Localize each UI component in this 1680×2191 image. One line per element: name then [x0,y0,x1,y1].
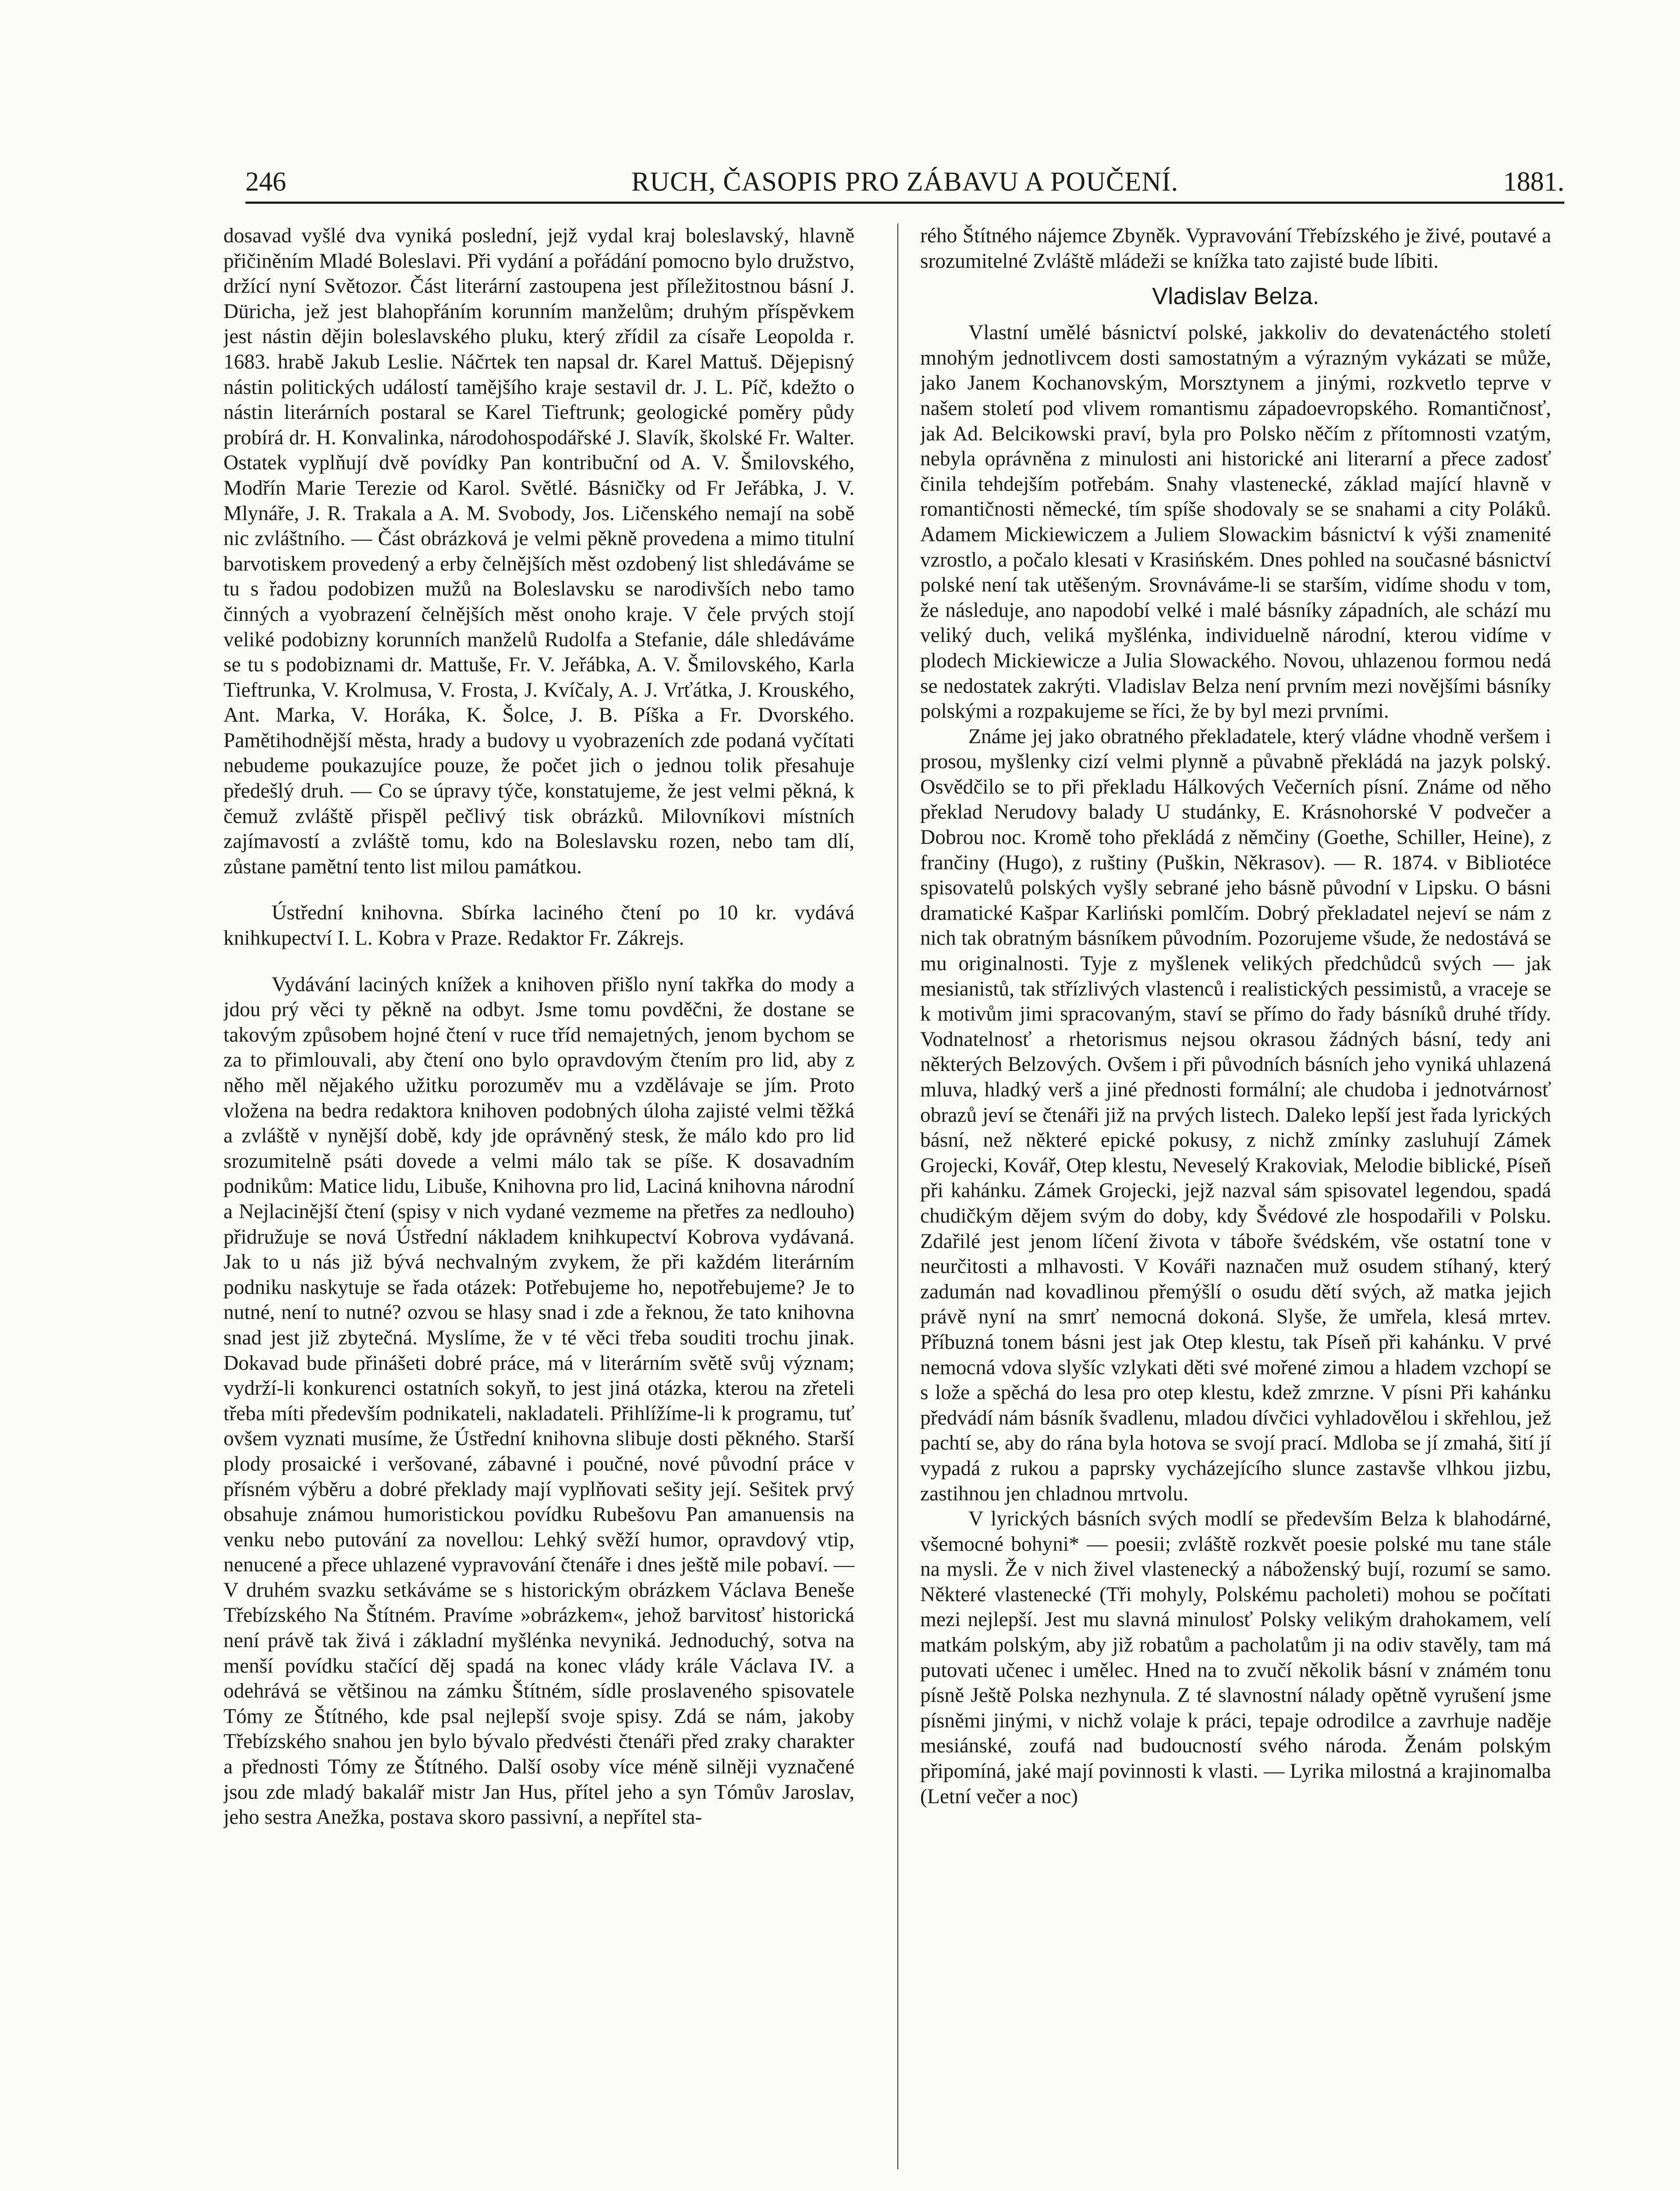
column-divider [897,223,898,2169]
left-paragraph-1: dosavad vyšlé dva vyniká poslední, jejž vydal kraj boleslavský, hlavně přičiněním Mladé Boleslavi. Při vydání a pořádání pomocno bylo družstvo, držící nyní Světozor. Část literární zastoupena jest příležitostnou básní J. Düricha, jež jest blahopřáním korunním manželům; druhým příspěvkem jest nástin dějin boleslavského pluku, který zřídil za císaře Leopolda r. 1683. hrabě Jakub Leslie. Náčrtek ten napsal dr. Karel Mattuš. Dějepisný nástin politických událostí tamějšího kraje sestavil dr. J. L. Píč, kdežto o nástin literárních postaral se Karel Tieftrunk; geologické poměry půdy probírá dr. H. Konvalinka, národohospodářské J. Slavík, školské Fr. Walter. Ostatek vyplňují dvě povídky Pan kontribuční od A. V. Šmilovského, Modřín Marie Terezie od Karol. Světlé. Básničky od Fr Jeřábka, J. V. Mlynáře, J. R. Trakala a A. M. Svobody, Jos. Ličenského nemají na sobě nic zvláštního. — Část obrázková je velmi pěkně provedena a mimo titulní barvotiskem provedený a erby čelnějších měst ozdobený list shledáváme se tu s řadou podobizen mužů na Boleslavsku se narodivších nebo tamo činných a vyobrazení čelnějších měst onoho kraje. V čele prvých stojí veliké podobizny korunních manželů Rudolfa a Stefanie, dále shledáváme se tu s podobiznami dr. Mattuše, Fr. V. Jeřábka, A. V. Šmilovského, Karla Tieftrunka, V. Krolmusa, V. Frosta, J. Kvíčaly, A. J. Vrťátka, J. Krouského, Ant. Marka, V. Horáka, K. Šolce, J. B. Píška a Fr. Dvorského. Pamětihodnější města, hrady a budovy u vyobrazeních zde podaná vyčítati nebudeme poukazujíce pouze, že počet jich o jednou tolik přesahuje předešlý druh. — Co se úpravy týče, konstatujeme, že jest velmi pěkná, k čemuž zvláště přispěl pečlivý tisk obrázků. Milovníkovi místních zajímavostí a zvláště tomu, kdo na Boleslavsku rozen, nebo tam dlí, zůstane pamětní tento list milou památkou. [223,224,854,878]
header-rule [245,202,1564,204]
paragraph-gap [223,879,854,901]
paragraph-gap [223,951,854,972]
section-title: Vladislav Belza. [1152,283,1319,310]
left-paragraph-3: Vydávání laciných knížek a knihoven přišlo nyní takřka do mody a jdou prý věci ty pěkně na odbyt. Jsme tomu povděčni, že dostane se takovým způsobem hojné čtení v ruce tříd nemajetných, jenom bychom se za to přimlouvali, aby čtení ono bylo opravdovým čtením pro lid, aby z něho měl nějakého užitku porozuměv mu a vzdělávaje se jím. Proto vložena na bedra redaktora knihoven podobných úloha zajisté velmi těžká a zvláště v nynější době, kdy jde oprávněný stesk, že málo kdo pro lid srozumitelně psáti dovede a velmi málo tak se píše. K dosavadním podnikům: Matice lidu, Libuše, Knihovna pro lid, Laciná knihovna národní a Nejlacinější čtení (spisy v nich vydané vezmeme na přetřes za nedlouho) přidružuje se nová Ústřední nákladem knihkupectví Kobrova vydávaná. Jak to u nás již bývá nechvalným zvykem, že při každém literárním podniku naskytuje se řada otázek: Potřebujeme ho, nepotřebujeme? Je to nutné, není to nutné? ozvou se hlasy snad i zde a řeknou, že tato knihovna snad jest již zbytečná. Myslíme, že v té věci třeba souditi trochu jinak. Dokavad bude přinášeti dobré práce, má v literárním světě svůj význam; vydrží-li konkurenci ostatních sokyň, to jest jiná otázka, kterou na zřeteli třeba míti především podnikateli, nakladateli. Přihlížíme-li k programu, tuť ovšem vyznati musíme, že Ústřední knihovna slibuje dosti pěkného. Starší plody prosaické i veršované, zábavné i poučné, nové původní práce v přísném výběru a dobré překlady mají vyplňovati sešity její. Sešitek prvý obsahuje známou humoristickou povídku Rubešovu Pan amanuensis na venku nebo putování za novellou: Lehký svěží humor, opravdový vtip, nenucené a přece uhlazené vypravování čtenáře i dnes ještě mile pobaví. — V druhém svazku setkáváme se s historickým obrázkem Václava Beneše Třebízského Na Štítném. Pravíme »obrázkem«, jehož barvitosť historická není právě tak živá i základní myšlénka nevyniká. Jednoduchý, sotva na menší povídku stačící děj spadá na konec vlády krále Václava IV. a odehrává se většinou na zámku Štítném, sídle proslaveného spisovatele Tómy ze Štítného, kde psal nejlepší svoje spisy. Zdá se nám, jakoby Třebízského snahou jen bylo bývalo předvésti čtenáři před zraky charakter a přednosti Tómy ze Štítného. Další osoby více méně silněji vyznačené jsou zde mladý bakalář mistr Jan Hus, přítel jeho a syn Tómův Jaroslav, jeho sestra Anežka, postava skoro passivní, a nepřítel sta- [223,973,854,1829]
year: 1881. [1503,167,1564,197]
page-number: 246 [245,167,286,197]
right-paragraph-1: rého Štítného nájemce Zbyněk. Vypravování Třebízského je živé, poutavé a srozumitelné Zvláště mládeži se knížka tato zajisté bude líbiti. [920,224,1551,273]
running-header [245,163,1564,198]
right-column [920,223,1551,2169]
left-column [223,223,854,2169]
right-paragraph-4: V lyrických básních svých modlí se především Belza k blahodárné, všemocné bohyni* — poesii; zvláště rozkvět poesie polské mu tane stále na mysli. Že v nich živel vlastenecký a náboženský bují, rozumí se samo. Některé vlastenecké (Tři mohyly, Polskému pacholeti) mohou se počítati mezi nejlepší. Jest mu slavná minulosť Polsky velikým drahokamem, velí matkám polským, aby již robatům a pacholatům ji na odiv stavěly, tam má putovati učenec i umělec. Hned na to zvučí několik básní v známém tonu písně Ještě Polska nezhynula. Z té slavnostní nálady opětně vyrušení jsme písněmi jinými, v nichž volaje k práci, tepaje odrodilce a zavrhuje naděje mesiánské, zoufá nad budoucností svého národa. Ženám polským připomíná, jaké mají povinnosti k vlasti. — Lyrika milostná a krajinomalba (Letní večer a noc) [920,1507,1551,1808]
right-paragraph-2: Vlastní umělé básnictví polské, jakkoliv do devatenáctého století mnohým jednotlivcem dosti samostatným a výrazným vykázati se může, jako Janem Kochanovským, Morsztynem a jinými, rozkvetlo teprve v našem století pod vlivem romantismu západoevropského. Romantičnosť, jak Ad. Belcikowski praví, byla pro Polsko něčím z přítomnosti vzatým, nebyla oprávněna z minulosti ani historické ani literarní a přece zadosť činila tehdejším potřebám. Snahy vlastenecké, základ mající hlavně v romantičnosti německé, tím spíše shodovaly se se snahami a city Poláků. Adamem Mickiewiczem a Juliem Slowackim básnictví k výši znamenité vzrostlo, a počalo klesati v Krasińském. Dnes pohled na současné básnictví polské není tak utěšeným. Srovnáváme-li se starším, vidíme shodu v tom, že následuje, ano napodobí velké i malé básníky západních, ale schází mu veliký duch, veliká myšlénka, individuelně národní, kterou vidíme v plodech Mickiewicze a Julia Slowackého. Novou, uhlazenou formou nedá se nedostatek zakrýti. Vladislav Belza není prvním mezi novějšími básníky polskými a rozpakujeme se říci, že by byl mezi prvními. [920,321,1551,723]
running-title: RUCH, ČASOPIS PRO ZÁBAVU A POUČENÍ. [631,167,1179,197]
right-paragraph-3: Známe jej jako obratného překladatele, který vládne vhodně veršem i prosou, myšlenky cizí velmi plynně a půvabně překládá na jazyk polský. Osvědčilo se to při překladu Hálkových Večerních písní. Známe od něho překlad Nerudovy balady U studánky, E. Krásnohorské V podvečer a Dobrou noc. Kromě toho překládá z němčiny (Goethe, Schiller, Heine), z frančiny (Hugo), z ruštiny (Puškin, Někrasov). — R. 1874. v Bibliotéce spisovatelů polských vyšly sebrané jeho básně původní v Lipsku. O básni dramatické Kašpar Karliński pomlčím. Dobrý překladatel nejeví se nám z nich tak obratným básníkem původním. Pozorujeme všude, že nedostává se mu originalnosti. Tyje z myšlenek velikých předchůdců svých — jak mesianistů, tak střízlivých vlastenců i realistických pessimistů, a vraceje se k motivům jimi spracovaným, staví se přímo do řady básníků druhé třídy. Vodnatelnosť a rhetorismus nejsou okrasou žádných básní, tedy ani některých Belzových. Ovšem i při původních básních jeho vyniká uhlazená mluva, hladký verš a jiné přednosti formální; ale chudoba i jednotvárnosť obrazů jeví se čtenáři již na prvých listech. Daleko lepší jest řada lyrických básní, než některé epické pokusy, z nichž zmínky zasluhují Zámek Grojecki, Kovář, Otep klestu, Neveselý Krakoviak, Melodie biblické, Píseň při kahánku. Zámek Grojecki, jejž nazval sám spisovatel legendou, spadá chudičkým dějem svým do doby, kdy Švédové zle hospodařili v Polsku. Zdařilé jest jenom líčení života v táboře švédském, vše ostatní tone v neurčitosti a mlhavosti. V Kováři naznačen muž osudem stíhaný, který zadumán nad kovadlinou přemýšlí o osudu dětí svých, až matka jejich právě nyní na smrť nemocná dokoná. Slyše, že umřela, klesá mrtev. Příbuzná tonem básni jest jak Otep klestu, tak Píseň při kahánku. V prvé nemocná vdova slyšíc vzlykati děti své mořené zimou a hladem vzchopí se s lože a spěchá do lesa pro otep klestu, kdež zmrzne. V písni Při kahánku předvádí nám básník švadlenu, mladou dívčici vyhladovělou i skřehlou, jež pachtí se, aby do rána byla hotova se svojí prací. Mdloba se jí zmahá, šití jí vypadá z rukou a paprsky vycházejícího slunce zastavše vlhkou jizbu, zastihnou jen chladnou mrtvolu. [920,725,1551,1505]
left-paragraph-2: Ústřední knihovna. Sbírka laciného čtení po 10 kr. vydává knihkupectví I. L. Kobra v Praze. Redaktor Fr. Zákrejs. [223,901,854,950]
